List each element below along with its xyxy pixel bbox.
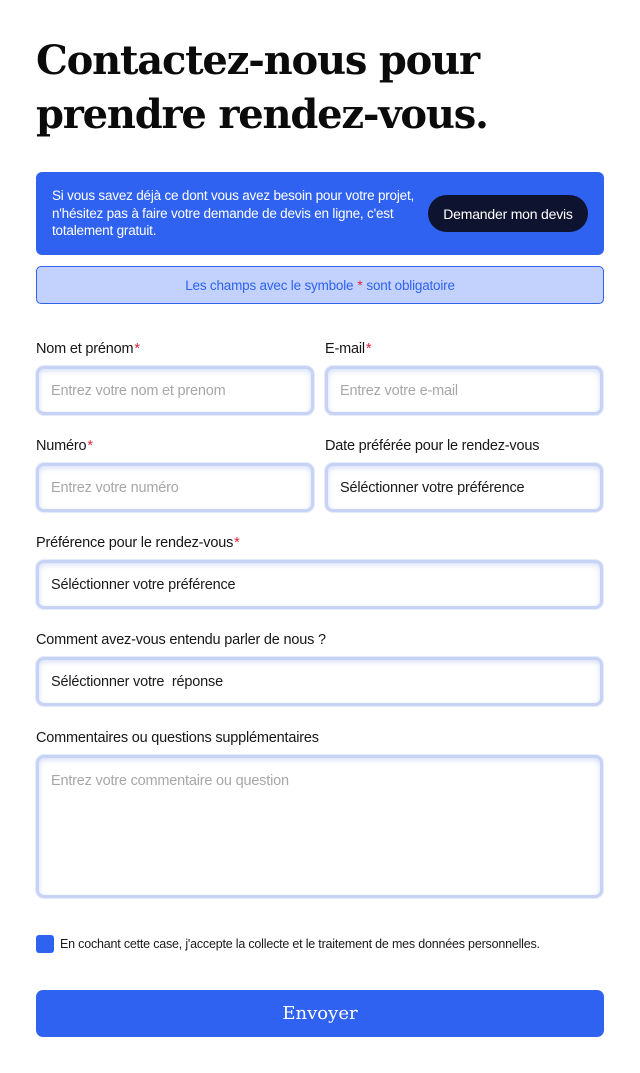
consent-text: En cochant cette case, j'accepte la collecte et le traitement de mes données personnelles. xyxy=(60,937,540,951)
phone-input-placeholder: Entrez votre numéro xyxy=(51,479,179,496)
email-label xyxy=(325,341,371,357)
email-required-mark: * xyxy=(365,341,372,357)
submit-button[interactable]: Envoyer xyxy=(36,990,604,1037)
preference-select[interactable] xyxy=(36,560,603,609)
source-select-value: Séléctionner votre réponse xyxy=(51,673,223,690)
date-label xyxy=(325,438,539,454)
required-note-symbol: * xyxy=(357,277,363,293)
date-label-text: Date préférée pour le rendez-vous xyxy=(325,438,540,454)
comments-label-text: Commentaires ou questions supplémentaires xyxy=(36,730,319,746)
date-select[interactable] xyxy=(325,463,603,512)
page-title: Contactez-nous pour prendre rendez-vous. xyxy=(36,37,488,138)
name-input[interactable] xyxy=(36,366,314,415)
comments-label xyxy=(36,730,319,746)
email-label-text: E-mail xyxy=(325,341,365,357)
request-quote-button[interactable]: Demander mon devis xyxy=(428,195,588,232)
required-note-text-after: sont obligatoire xyxy=(366,277,455,293)
consent-row xyxy=(36,935,540,953)
required-note-text-before: Les champs avec le symbole xyxy=(185,277,354,293)
source-label xyxy=(36,632,326,648)
phone-input[interactable] xyxy=(36,463,314,512)
comments-textarea-placeholder: Entrez votre commentaire ou question xyxy=(51,773,289,789)
name-label-text: Nom et prénom xyxy=(36,341,134,357)
preference-select-value: Séléctionner votre préférence xyxy=(51,576,236,593)
preference-label-text: Préférence pour le rendez-vous xyxy=(36,535,234,551)
source-label-text: Comment avez-vous entendu parler de nous ? xyxy=(36,632,326,648)
name-label xyxy=(36,341,140,357)
consent-checkbox[interactable] xyxy=(36,935,54,953)
name-input-placeholder: Entrez votre nom et prenom xyxy=(51,382,226,399)
preference-required-mark: * xyxy=(234,535,240,551)
date-select-value: Séléctionner votre préférence xyxy=(340,479,525,496)
required-fields-note xyxy=(36,266,604,304)
phone-label xyxy=(36,438,93,454)
phone-label-text: Numéro xyxy=(36,438,87,454)
email-input-placeholder: Entrez votre e-mail xyxy=(340,382,458,399)
source-select[interactable] xyxy=(36,657,603,706)
email-input[interactable] xyxy=(325,366,603,415)
phone-required-mark: * xyxy=(87,438,93,454)
comments-textarea[interactable] xyxy=(36,755,603,898)
banner-text: Si vous savez déjà ce dont vous avez besoin pour votre projet, n'hésitez pas à faire votre demande de devis en ligne, c'est totalement gratuit. xyxy=(52,188,415,238)
name-required-mark: * xyxy=(134,341,140,357)
preference-label xyxy=(36,535,240,551)
quote-banner xyxy=(36,172,604,255)
